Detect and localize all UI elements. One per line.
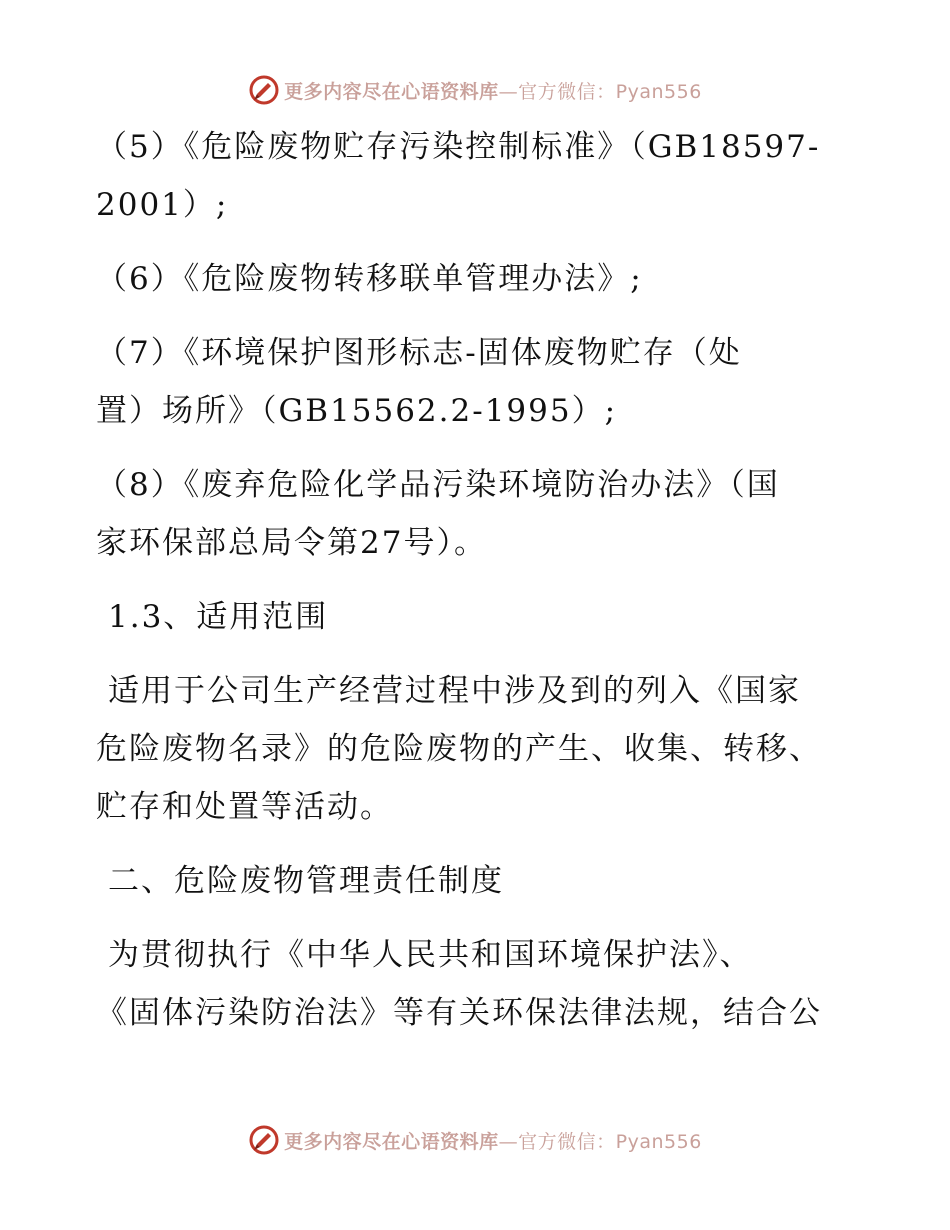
watermark-brand: 更多内容尽在心语资料库 — [284, 1130, 499, 1153]
section-heading-responsibility: 二、危险废物管理责任制度 — [108, 863, 504, 899]
scope-paragraph-line-1: 适用于公司生产经营过程中涉及到的列入《国家 — [108, 673, 801, 709]
watermark-text — [284, 77, 702, 104]
brand-logo-icon — [248, 1124, 280, 1156]
document-body — [96, 118, 856, 1042]
watermark-text — [284, 1127, 702, 1154]
responsibility-paragraph-line-1: 为贯彻执行《中华人民共和国环境保护法》、 — [108, 937, 753, 973]
watermark-separator: — — [498, 80, 519, 103]
text-line-item-7-cont: 置）场所》（GB15562.2-1995）; — [96, 393, 618, 429]
watermark-brand: 更多内容尽在心语资料库 — [284, 80, 499, 103]
watermark-separator: — — [498, 1130, 519, 1153]
watermark-contact: 官方微信：Pyan556 — [518, 1130, 702, 1153]
responsibility-paragraph-line-2: 《固体污染防治法》等有关环保法律法规，结合公 — [96, 995, 822, 1031]
watermark-contact: 官方微信：Pyan556 — [518, 80, 702, 103]
watermark-banner-bottom — [0, 1120, 950, 1160]
text-line-item-8: （8）《废弃危险化学品污染环境防治办法》（国 — [96, 467, 780, 503]
brand-logo-icon — [248, 74, 280, 106]
text-line-item-6: （6）《危险废物转移联单管理办法》; — [96, 261, 643, 297]
text-line-item-5: （5）《危险废物贮存污染控制标准》（GB18597- — [96, 129, 821, 165]
scope-paragraph-line-3: 贮存和处置等活动。 — [96, 789, 393, 825]
text-line-item-5-cont: 2001）; — [96, 187, 229, 223]
section-heading-scope: 1.3、适用范围 — [108, 599, 329, 635]
scope-paragraph-line-2: 危险废物名录》的危险废物的产生、收集、转移、 — [96, 731, 822, 767]
text-line-item-8-cont: 家环保部总局令第27号）。 — [96, 525, 487, 561]
watermark-banner-top — [0, 70, 950, 110]
text-line-item-7: （7）《环境保护图形标志-固体废物贮存（处 — [96, 335, 742, 371]
